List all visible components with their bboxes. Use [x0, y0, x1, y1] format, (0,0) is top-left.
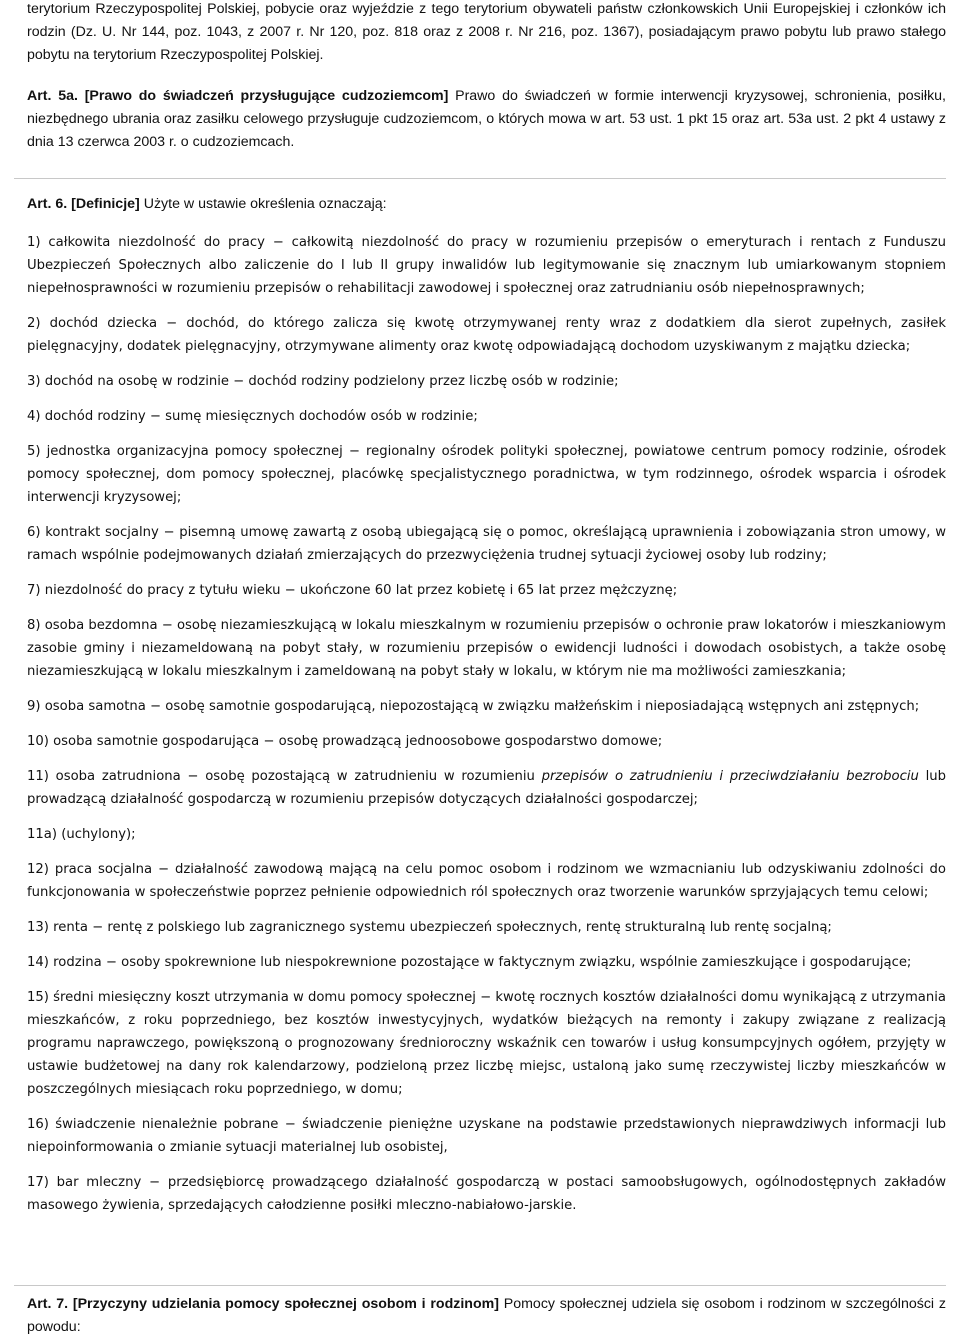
header-paragraph: terytorium Rzeczypospolitej Polskiej, pobycie oraz wyjeździe z tego terytorium obywateli państw członkowskich Unii Europejskiej i członków ich rodzin (Dz. U. Nr 144, poz. 1043, z 2007 r. Nr 120, poz. 818 oraz z 2008 r. Nr 216, poz. 1367), posiadającym prawo pobytu lub prawo stałego pobytu na terytorium Rzeczypospolitej Polskiej. [27, 1, 946, 63]
art7-label: Art. 7. [27, 1296, 69, 1312]
definition-item-11-suffix: lub prowadzącą działalność gospodarczą w rozumieniu przepisów dotyczących działalności gospodarczej; [27, 769, 946, 807]
art7-paragraph [0, 1293, 960, 1339]
art5a-label: Art. 5a. [27, 88, 78, 104]
definition-item-1: 1) całkowita niezdolność do pracy − całkowitą niezdolność do pracy w rozumieniu przepisów o emeryturach i rentach z Funduszu Ubezpieczeń Społecznych albo zaliczenie do I lub II grupy inwalidów lub legitymowanie się znacznym lub umiarkowanym stopniem niepełnosprawności w rozumieniu przepisów o rehabilitacji zawodowej i społecznej oraz zatrudnianiu osób niepełnosprawnych; [27, 235, 946, 296]
section-divider-2 [14, 1285, 946, 1286]
art7-title: [Przyczyny udzielania pomocy społecznej osobom i rodzinom] [72, 1296, 499, 1312]
definition-item-11-italic: przepisów o zatrudnieniu i przeciwdziałaniu bezrobociu [541, 769, 919, 784]
definition-item-11-prefix: 11) osoba zatrudniona − osobę pozostającą w zatrudnieniu w rozumieniu [27, 769, 542, 784]
art6-label: Art. 6. [27, 196, 68, 212]
definition-item-10: 10) osoba samotnie gospodarująca − osobę prowadzącą jednoosobowe gospodarstwo domowe; [27, 734, 663, 749]
art7-body: Pomocy społecznej udziela się osobom i rodzinom w szczególności z powodu: [27, 1296, 946, 1335]
art6-title: [Definicje] [71, 196, 140, 212]
art6-intro: Użyte w ustawie określenia oznaczają: [143, 196, 387, 212]
definition-item-15: 15) średni miesięczny koszt utrzymania w domu pomocy społecznej − kwotę rocznych kosztów działalności domu wynikającą z utrzymania mieszkańców, z roku poprzedniego, bez kosztów inwestycyjnych, wydatków bieżących na remonty i zakupy związane z realizacją programu naprawczego, powiększoną o prognozowany średnioroczny wskaźnik cen towarów i usług konsumpcyjnych ogółem, przyjęty w ustawie budżetowej na dany rok kalendarzowy, podzieloną przez liczbę miejsc, ustaloną jako sumę rzeczywistej liczby mieszkańców w poszczególnych miesiącach roku poprzedniego, w domu; [27, 990, 946, 1097]
art5a-body: Prawo do świadczeń w formie interwencji kryzysowej, schronienia, posiłku, niezbędnego ubrania oraz zasiłku celowego przysługuje cudzoziemcom, o których mowa w art. 53 ust. 1 pkt 15 oraz art. 53a ust. 2 pkt 4 ustawy z dnia 13 czerwca 2003 r. o cudzoziemcach. [27, 88, 946, 150]
definition-item-5: 5) jednostka organizacyjna pomocy społecznej − regionalny ośrodek polityki społecznej, powiatowe centrum pomocy rodzinie, ośrodek pomocy społecznej, dom pomocy społecznej, placówkę specjalistycznego poradnictwa, w tym rodzinnego, ośrodek wsparcia i ośrodek interwencji kryzysowej; [27, 444, 946, 505]
definition-item-4: 4) dochód rodziny − sumę miesięcznych dochodów osób w rodzinie; [27, 409, 478, 424]
art6-heading [0, 193, 960, 216]
art5a-title: [Prawo do świadczeń przysługujące cudzoziemcom] [84, 88, 449, 104]
art5a-paragraph [0, 85, 960, 154]
section-divider [14, 178, 946, 179]
definition-item-11a: 11a) (uchylony); [27, 827, 136, 842]
definition-item-14: 14) rodzina − osoby spokrewnione lub niespokrewnione pozostające w faktycznym związku, wspólnie zamieszkujące i gospodarujące; [27, 955, 912, 970]
definition-item-17: 17) bar mleczny − przedsiębiorcę prowadzącego działalność gospodarczą w postaci samoobsługowych, ogólnodostępnych zakładów masowego żywienia, sprzedających całodzienne posiłki mleczno-nabiałowo-jarskie. [27, 1175, 946, 1213]
definition-item-9: 9) osoba samotna − osobę samotnie gospodarującą, niepozostającą w związku małżeńskim i nieposiadającą wstępnych ani zstępnych; [27, 699, 920, 714]
definition-item-7: 7) niezdolność do pracy z tytułu wieku − ukończone 60 lat przez kobietę i 65 lat przez mężczyznę; [27, 583, 678, 598]
definition-item-12: 12) praca socjalna − działalność zawodową mającą na celu pomoc osobom i rodzinom we wzmacnianiu lub odzyskiwaniu zdolności do funkcjonowania w społeczeństwie poprzez pełnienie odpowiednich ról społecznych oraz tworzenie warunków sprzyjających temu celowi; [27, 862, 946, 900]
definition-item-11 [0, 765, 960, 811]
definitions-list [0, 231, 960, 1229]
definition-item-6: 6) kontrakt socjalny − pisemną umowę zawartą z osobą ubiegającą się o pomoc, określającą uprawnienia i zobowiązania stron umowy, w ramach wspólnie podejmowanych działań zmierzających do przezwyciężenia trudnej sytuacji życiowej osoby lub rodziny; [27, 525, 946, 563]
definition-item-2: 2) dochód dziecka − dochód, do którego zalicza się kwotę otrzymywanej renty wraz z dodatkiem dla sierot zupełnych, zasiłek pielęgnacyjny, dodatek pielęgnacyjny, otrzymywane alimenty oraz kwotę odpowiadającą dochodom uzyskiwanym z majątku dziecka; [27, 316, 946, 354]
definition-item-3: 3) dochód na osobę w rodzinie − dochód rodziny podzielony przez liczbę osób w rodzinie; [27, 374, 619, 389]
definition-item-13: 13) renta − rentę z polskiego lub zagranicznego systemu ubezpieczeń społecznych, rentę strukturalną lub rentę socjalną; [27, 920, 832, 935]
definition-item-8: 8) osoba bezdomna − osobę niezamieszkującą w lokalu mieszkalnym w rozumieniu przepisów o ochronie praw lokatorów i mieszkaniowym zasobie gminy i niezameldowaną na pobyt stały, w rozumieniu przepisów o ewidencji ludności i dowodach osobistych, a także osobę niezamieszkującą w lokalu mieszkalnym i zameldowaną na pobyt stały w lokalu, w którym nie ma możliwości zamieszkania; [27, 618, 946, 679]
definition-item-16: 16) świadczenie nienależnie pobrane − świadczenie pieniężne uzyskane na podstawie przedstawionych nieprawdziwych informacji lub niepoinformowania o zmianie sytuacji materialnej lub osobistej, [27, 1117, 946, 1155]
